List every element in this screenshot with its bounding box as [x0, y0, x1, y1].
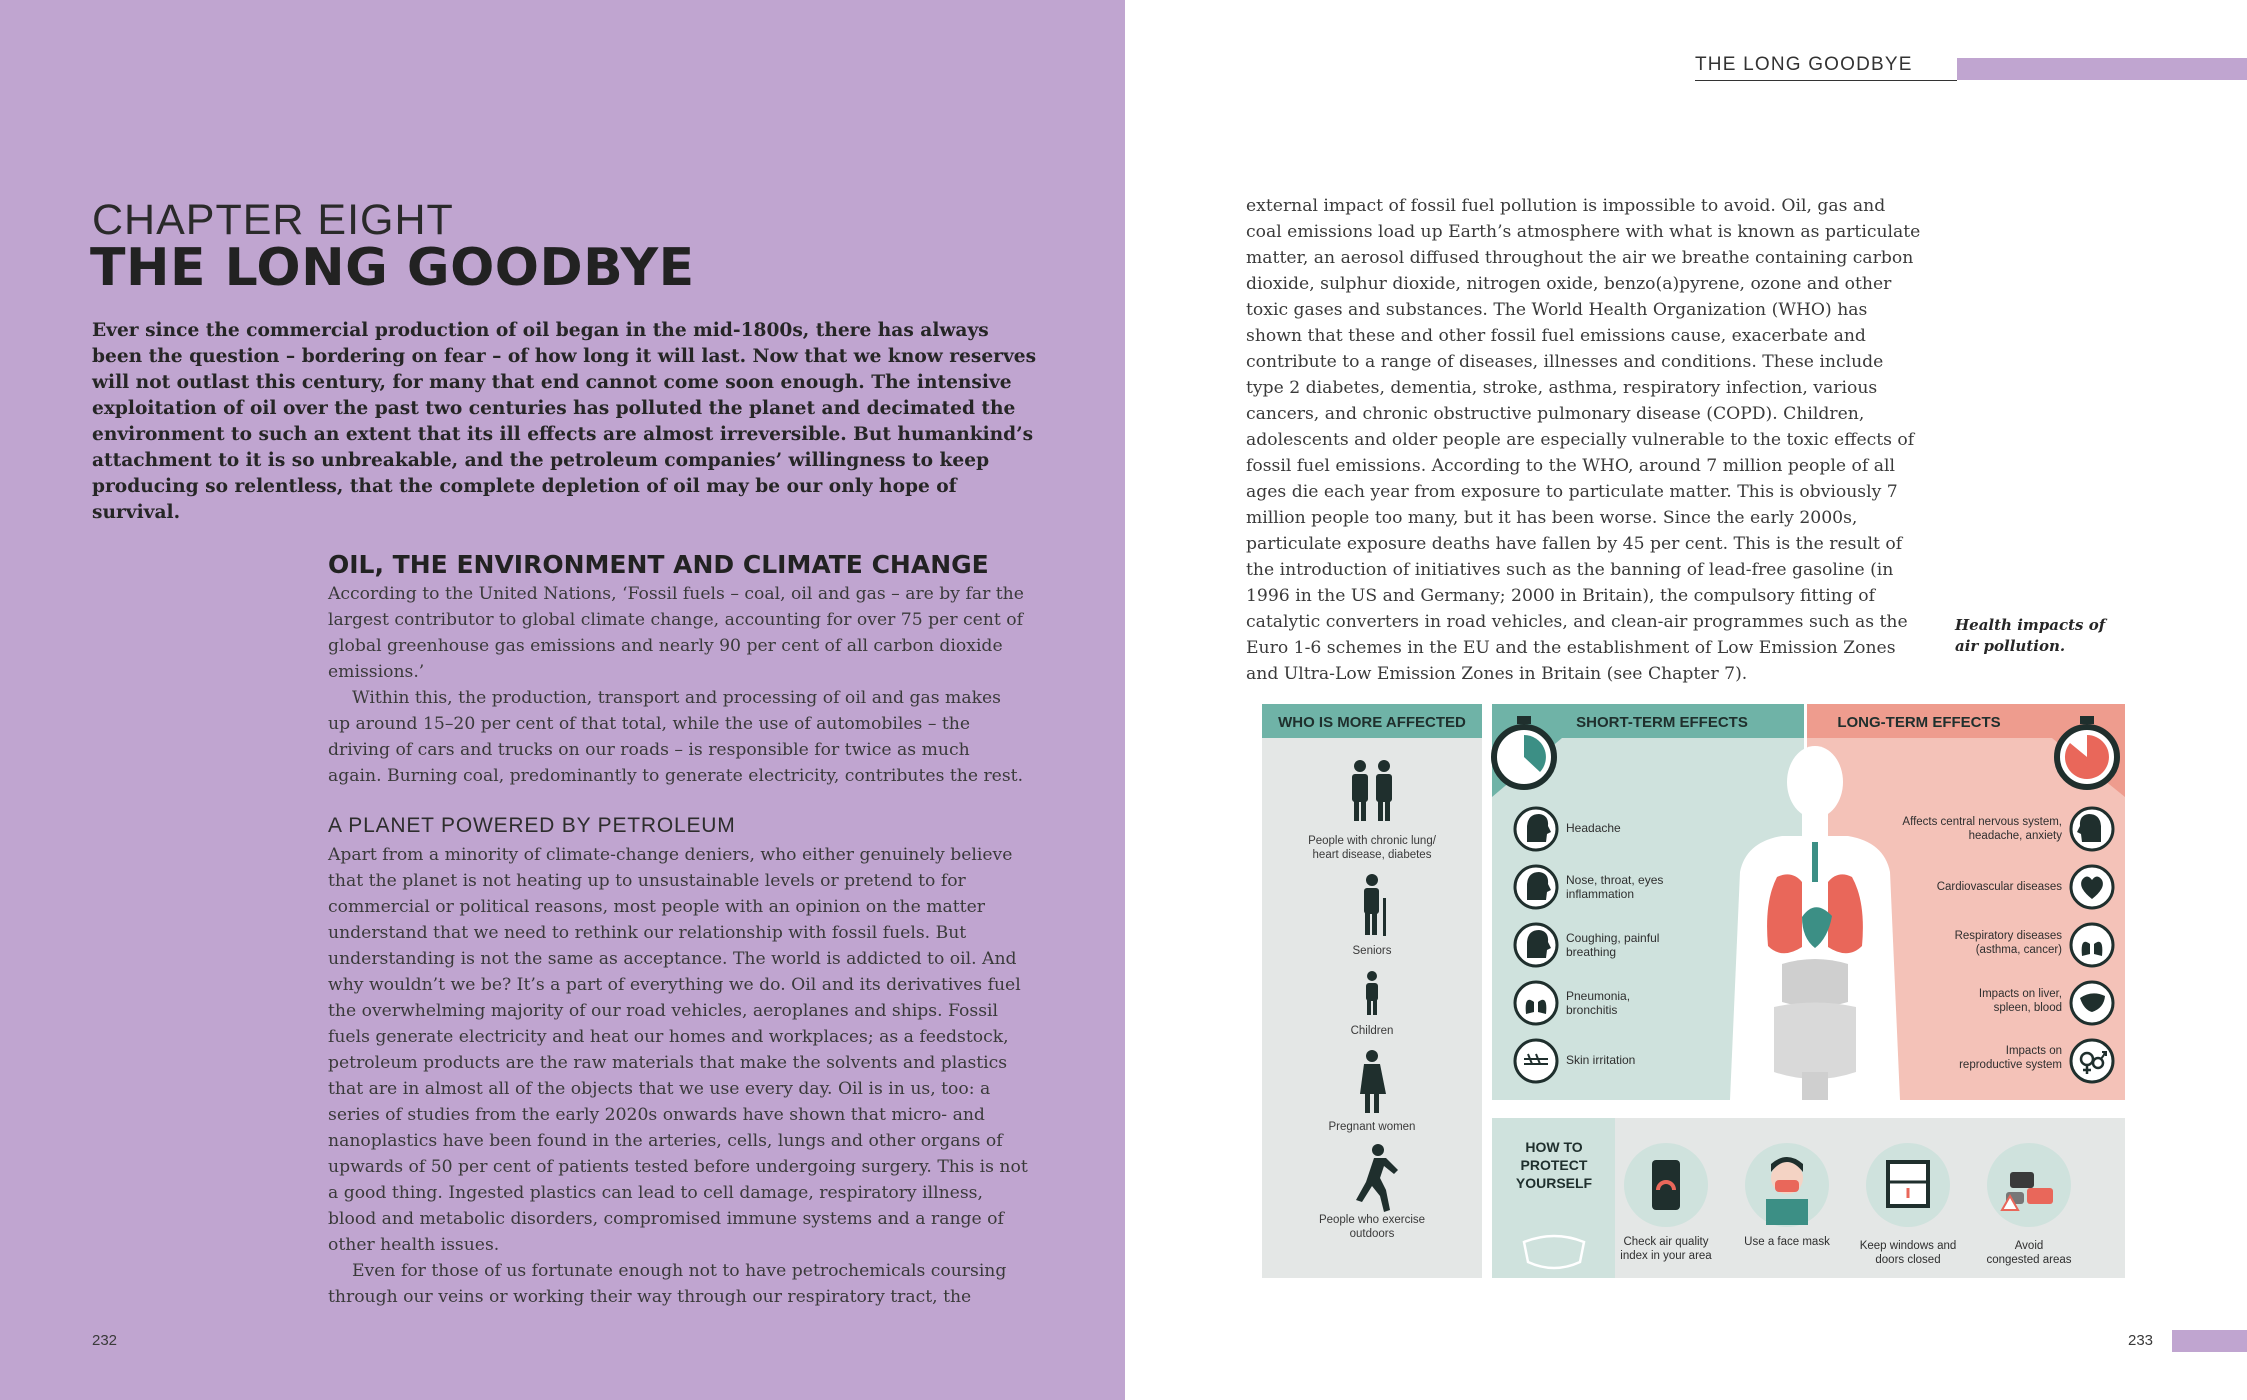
who-header: WHO IS MORE AFFECTED	[1278, 714, 1466, 731]
protect-label: Use a face mask	[1744, 1236, 1830, 1248]
short-term-label: Pneumonia,	[1566, 989, 1631, 1003]
who-label: heart disease, diabetes	[1312, 849, 1432, 861]
protect-label: index in your area	[1620, 1250, 1712, 1262]
page-number: 232	[92, 1332, 118, 1349]
page-number: 233	[2128, 1332, 2154, 1349]
short-term-label: bronchitis	[1566, 1003, 1618, 1017]
chapter-label: CHAPTER EIGHT	[92, 196, 454, 244]
brain-head-icon	[2071, 808, 2113, 850]
cough-icon	[1515, 924, 1557, 966]
long-term-header: LONG-TERM EFFECTS	[1837, 714, 2001, 731]
subheading: A PLANET POWERED BY PETROLEUM	[328, 814, 736, 837]
short-term-label: Skin irritation	[1566, 1053, 1636, 1067]
folio-bar	[2172, 1330, 2247, 1352]
who-label: Seniors	[1352, 945, 1392, 957]
section-body	[328, 581, 1028, 789]
long-term-label: Respiratory diseases	[1954, 930, 2062, 942]
who-label: Pregnant women	[1328, 1121, 1416, 1133]
traffic-icon	[1987, 1143, 2071, 1227]
section-heading: OIL, THE ENVIRONMENT AND CLIMATE CHANGE	[328, 550, 989, 579]
running-head-bar	[1957, 58, 2247, 80]
protect-label: Avoid	[2014, 1240, 2044, 1252]
right-page	[1125, 0, 2247, 1400]
subsection-body	[328, 842, 1028, 1310]
who-label: People with chronic lung/	[1308, 835, 1436, 847]
short-term-label: inflammation	[1566, 887, 1635, 901]
running-head-rule	[1695, 80, 1957, 81]
running-head: THE LONG GOODBYE	[1695, 54, 1913, 75]
body-paragraph: According to the United Nations, ‘Fossil fuels – coal, oil and gas – are by far the largest contributor to global climate change, accounting for over 75 per cent of global greenhouse gas emissions and nearly 90 per cent of all carbon dioxide emissions.’	[328, 584, 1024, 682]
figure-caption	[1955, 615, 2115, 657]
body-paragraph: Even for those of us fortunate enough not to have petrochemicals coursing through our veins or working their way through our respiratory tract, the	[328, 1261, 1007, 1307]
long-term-label: Affects central nervous system,	[1902, 816, 2062, 828]
nose-throat-icon	[1515, 866, 1557, 908]
protect-label: Keep windows and	[1859, 1240, 1957, 1252]
body-paragraph: external impact of fossil fuel pollution is impossible to avoid. Oil, gas and coal emissions load up Earth’s atmosphere with what is known as particulate matter, an aerosol diffused throughout the air we breathe containing carbon dioxide, sulphur dioxide, nitrogen oxide, benzo(a)pyrene, ozone and other toxic gases and substances. The World Health Organization (WHO) has shown that these and other fossil fuel emissions cause, exacerbate and contribute to a range of diseases, illnesses and conditions. These include type 2 diabetes, dementia, stroke, asthma, respiratory infection, various cancers, and chronic obstructive pulmonary disease (COPD). Children, adolescents and older people are especially vulnerable to the toxic effects of fossil fuel emissions. According to the WHO, around 7 million people of all ages die each year from exposure to particulate matter. This is obviously 7 million people too many, but it has been worse. Since the early 2000s, particulate exposure deaths have fallen by 45 per cent. This is the result of the introduction of initiatives such as the banning of lead-free gasoline (in 1996 in the US and Germany; 2000 in Britain), the compulsory fitting of catalytic converters in road vehicles, and clean-air programmes such as the Euro 1-6 schemes in the EU and the establishment of Low Emission Zones and Ultra-Low Emission Zones in Britain (see Chapter 7).	[1246, 196, 1921, 684]
long-term-label: spleen, blood	[1993, 1002, 2062, 1014]
protect-label: doors closed	[1875, 1254, 1941, 1266]
chapter-title: THE LONG GOODBYE	[90, 238, 695, 298]
protect-header: PROTECT	[1520, 1157, 1588, 1173]
face-mask-icon	[1745, 1143, 1829, 1227]
long-term-label: reproductive system	[1959, 1059, 2062, 1071]
caption-line: air pollution.	[1955, 637, 2066, 655]
protect-header: YOURSELF	[1515, 1175, 1593, 1191]
who-label: Children	[1350, 1025, 1394, 1037]
long-term-label: Impacts on liver,	[1978, 988, 2062, 1000]
liver-icon	[2071, 982, 2113, 1024]
who-label: outdoors	[1349, 1228, 1395, 1240]
health-impacts-infographic	[1262, 702, 2142, 1282]
closed-window-icon	[1866, 1143, 1950, 1227]
lungs-icon	[1515, 982, 1557, 1024]
short-term-label: breathing	[1566, 945, 1617, 959]
right-body	[1246, 193, 1926, 687]
who-label: People who exercise	[1318, 1214, 1426, 1226]
skin-icon	[1515, 1040, 1557, 1082]
long-term-label: Impacts on	[2005, 1045, 2062, 1057]
short-term-header: SHORT-TERM EFFECTS	[1576, 714, 1748, 731]
heart-icon	[2071, 866, 2113, 908]
short-term-label: Headache	[1566, 821, 1621, 835]
protect-label: Check air quality	[1623, 1236, 1709, 1248]
long-term-label: headache, anxiety	[1968, 830, 2062, 842]
caption-line: Health impacts of	[1955, 616, 2106, 634]
long-term-label: Cardiovascular diseases	[1936, 881, 2062, 893]
lungs-icon	[2071, 924, 2113, 966]
body-paragraph: Within this, the production, transport and processing of oil and gas makes up around 15–20 per cent of that total, while the use of automobiles – the driving of cars and trucks on our roads – is responsible for twice as much again. Burning coal, predominantly to generate electricity, contributes the rest.	[328, 688, 1024, 786]
body-paragraph: Apart from a minority of climate-change deniers, who either genuinely believe that the planet is not heating up to unsustainable levels or pretend to for commercial or political reasons, most people with an opinion on the matter understand that we need to rethink our relationship with fossil fuels. But understanding is not the same as acceptance. The world is addicted to oil. And why wouldn’t we be? It’s a part of everything we do. Oil and its derivatives fuel the overwhelming majority of our road vehicles, aeroplanes and ships. Fossil fuels generate electricity and heat our homes and workplaces; as a feedstock, petroleum products are the raw materials that make the solvents and plastics that are in almost all of the objects that we use every day. Oil is in us, too: a series of studies from the early 2020s onwards have shown that micro- and nanoplastics have been found in the arteries, cells, lungs and other organs of upwards of 50 per cent of patients tested before undergoing surgery. This is not a good thing. Ingested plastics can lead to cell damage, respiratory illness, blood and metabolic disorders, compromised immune systems and a range of other health issues.	[328, 845, 1028, 1255]
air-quality-phone-icon	[1624, 1143, 1708, 1227]
intro-paragraph: Ever since the commercial production of oil began in the mid-1800s, there has always been the question – bordering on fear – of how long it will last. Now that we know reserves will not outlast this century, for many that end cannot come soon enough. The intensive exploitation of oil over the past two centuries has polluted the planet and decimated the environment to such an extent that its ill effects are almost irreversible. But humankind’s attachment to it is so unbreakable, and the petroleum companies’ willingness to keep producing so relentless, that the complete depletion of oil may be our only hope of survival.	[92, 320, 1037, 523]
protect-header: HOW TO	[1525, 1139, 1583, 1155]
head-icon	[1515, 808, 1557, 850]
short-term-label: Coughing, painful	[1566, 931, 1660, 945]
long-term-label: (asthma, cancer)	[1975, 944, 2062, 956]
short-term-label: Nose, throat, eyes	[1566, 873, 1664, 887]
gender-symbols-icon	[2071, 1040, 2113, 1082]
protect-label: congested areas	[1986, 1254, 2072, 1266]
